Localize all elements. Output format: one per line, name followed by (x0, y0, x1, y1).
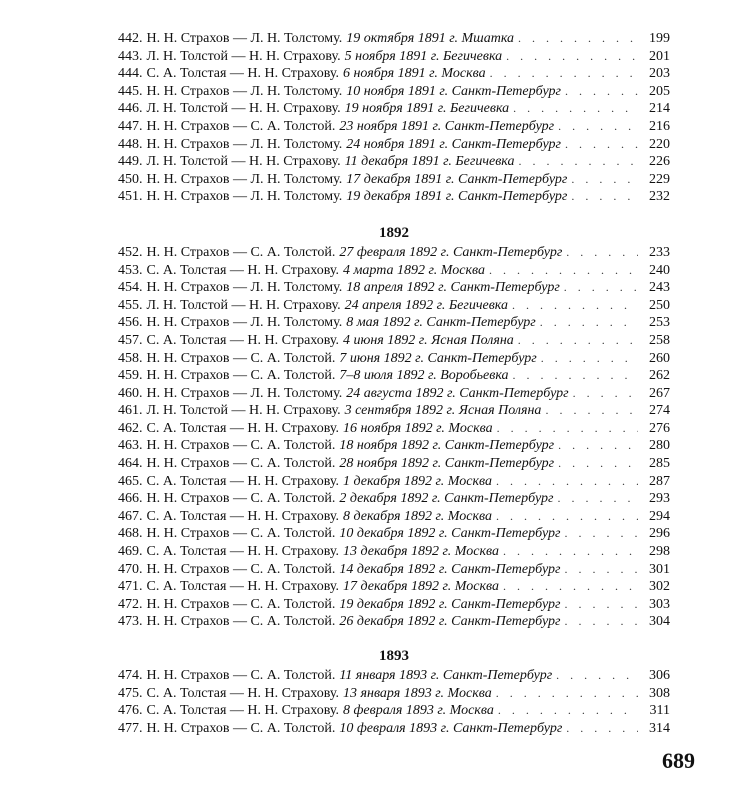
entry-correspondents: Н. Н. Страхов — Л. Н. Толстому. (146, 136, 343, 152)
entry-page-number: 267 (649, 385, 670, 401)
toc-entry (118, 596, 670, 614)
entry-number: 446. (118, 101, 143, 117)
entry-page-number: 260 (649, 350, 670, 366)
entry-page-number: 253 (649, 315, 670, 331)
entry-date-place: 17 декабря 1892 г. Москва (342, 579, 500, 595)
entry-number: 465. (118, 473, 143, 489)
entry-number: 451. (118, 189, 143, 205)
entry-date-place: 10 декабря 1892 г. Санкт-Петербург (339, 526, 561, 542)
year-heading: 1893 (379, 648, 409, 664)
entry-date-place: 10 ноября 1891 г. Санкт-Петербург (346, 83, 561, 99)
year-heading: 1892 (379, 224, 409, 241)
toc-entries (118, 667, 670, 737)
entry-number: 444. (118, 66, 143, 82)
entry-date-place: 23 ноября 1891 г. Санкт-Петербург (339, 118, 555, 134)
entry-number: 448. (118, 136, 143, 152)
entry-number: 442. (118, 31, 143, 46)
toc-entry (118, 685, 670, 703)
dot-leader (497, 420, 638, 438)
toc-entry (118, 118, 670, 136)
toc-entry (118, 244, 670, 262)
entry-page-number: 250 (649, 297, 670, 313)
entry-correspondents: Л. Н. Толстой — Н. Н. Страхову. (146, 154, 341, 170)
entry-correspondents: Н. Н. Страхов — С. А. Толстой. (146, 720, 336, 736)
entry-number: 447. (118, 118, 143, 134)
entry-number: 470. (118, 561, 143, 577)
entry-correspondents: Л. Н. Толстой — Н. Н. Страхову. (146, 101, 341, 117)
entry-page-number: 199 (649, 31, 670, 46)
entry-date-place: 6 ноября 1891 г. Москва (342, 66, 486, 82)
entry-correspondents: Н. Н. Страхов — С. А. Толстой. (146, 118, 336, 134)
entry-page-number: 308 (649, 685, 670, 701)
table-of-contents (118, 30, 670, 737)
entry-date-place: 18 апреля 1892 г. Санкт-Петербург (346, 280, 560, 296)
entry-number: 459. (118, 368, 143, 384)
entry-date-place: 14 декабря 1892 г. Санкт-Петербург (339, 561, 561, 577)
toc-entry (118, 578, 670, 596)
toc-entry (118, 525, 670, 543)
entry-date-place: 7 июня 1892 г. Санкт-Петербург (339, 350, 537, 366)
entry-page-number: 303 (649, 596, 670, 612)
toc-section-1892 (118, 222, 670, 631)
entry-correspondents: С. А. Толстая — Н. Н. Страхову. (146, 332, 339, 348)
dot-leader (513, 100, 638, 118)
entry-number: 473. (118, 614, 143, 630)
entry-date-place: 10 февраля 1893 г. Санкт-Петербург (339, 720, 563, 736)
entry-page-number: 243 (649, 280, 670, 296)
entry-number: 450. (118, 171, 143, 187)
entry-page-number: 311 (649, 703, 670, 719)
entry-correspondents: Л. Н. Толстой — Н. Н. Страхову. (146, 403, 341, 419)
entry-number: 469. (118, 544, 143, 560)
toc-entry (118, 83, 670, 101)
dot-leader (557, 490, 638, 508)
entry-correspondents: С. А. Толстая — Н. Н. Страхову. (146, 262, 339, 278)
toc-entry (118, 136, 670, 154)
entry-number: 458. (118, 350, 143, 366)
toc-entry (118, 188, 670, 206)
dot-leader (540, 314, 638, 332)
entry-date-place: 24 ноября 1891 г. Санкт-Петербург (346, 136, 561, 152)
dot-leader (518, 332, 638, 350)
entry-page-number: 233 (649, 244, 670, 260)
entry-number: 471. (118, 579, 143, 595)
entry-number: 455. (118, 297, 143, 313)
entry-correspondents: Н. Н. Страхов — Л. Н. Толстому. (146, 31, 343, 46)
toc-entry (118, 100, 670, 118)
entry-date-place: 13 января 1893 г. Москва (342, 685, 492, 701)
entry-correspondents: Н. Н. Страхов — С. А. Толстой. (146, 561, 336, 577)
entry-date-place: 8 декабря 1892 г. Москва (342, 508, 493, 524)
toc-entry (118, 543, 670, 561)
dot-leader (541, 350, 638, 368)
toc-entry (118, 437, 670, 455)
dot-leader (503, 543, 638, 561)
entry-page-number: 229 (649, 171, 670, 187)
entry-page-number: 276 (649, 420, 670, 436)
dot-leader (571, 171, 638, 189)
dot-leader (558, 437, 638, 455)
dot-leader (558, 455, 638, 473)
toc-entries (118, 244, 670, 631)
dot-leader (564, 596, 638, 614)
toc-entry (118, 561, 670, 579)
entry-date-place: 4 марта 1892 г. Москва (342, 262, 486, 278)
entry-date-place: 24 августа 1892 г. Санкт-Петербург (346, 385, 569, 401)
entry-correspondents: Н. Н. Страхов — Л. Н. Толстому. (146, 171, 343, 187)
entry-correspondents: Н. Н. Страхов — С. А. Толстой. (146, 668, 336, 683)
dot-leader (518, 30, 638, 48)
toc-entry (118, 279, 670, 297)
dot-leader (513, 367, 638, 385)
dot-leader (556, 667, 638, 685)
entry-date-place: 19 декабря 1892 г. Санкт-Петербург (339, 596, 561, 612)
entry-number: 464. (118, 456, 143, 472)
entry-number: 461. (118, 403, 143, 419)
dot-leader (564, 561, 638, 579)
entry-number: 477. (118, 720, 143, 736)
entry-date-place: 2 декабря 1892 г. Санкт-Петербург (339, 491, 554, 507)
dot-leader (498, 702, 638, 720)
entry-correspondents: Н. Н. Страхов — Л. Н. Толстому. (146, 83, 343, 99)
entry-correspondents: Н. Н. Страхов — С. А. Толстой. (146, 368, 336, 384)
entry-date-place: 5 ноября 1891 г. Бегичевка (344, 48, 503, 64)
entry-page-number: 201 (649, 48, 670, 64)
entry-date-place: 17 декабря 1891 г. Санкт-Петербург (346, 171, 568, 187)
toc-entry (118, 455, 670, 473)
entry-page-number: 232 (649, 189, 670, 205)
dot-leader (512, 297, 638, 315)
dot-leader (566, 720, 638, 738)
entry-date-place: 18 ноября 1892 г. Санкт-Петербург (339, 438, 555, 454)
entry-date-place: 11 декабря 1891 г. Бегичевка (344, 154, 515, 170)
entry-page-number: 262 (649, 368, 670, 384)
entry-date-place: 26 декабря 1892 г. Санкт-Петербург (339, 614, 561, 630)
entry-date-place: 19 ноября 1891 г. Бегичевка (344, 101, 510, 117)
toc-entry (118, 720, 670, 738)
toc-entry (118, 153, 670, 171)
entry-correspondents: Л. Н. Толстой — Н. Н. Страхову. (146, 297, 341, 313)
entry-number: 466. (118, 491, 143, 507)
entry-correspondents: С. А. Толстая — Н. Н. Страхову. (146, 579, 339, 595)
entry-correspondents: С. А. Толстая — Н. Н. Страхову. (146, 685, 339, 701)
page-number: 689 (662, 748, 695, 773)
entry-correspondents: С. А. Толстая — Н. Н. Страхову. (146, 473, 339, 489)
entry-number: 452. (118, 244, 143, 260)
entry-date-place: 11 января 1893 г. Санкт-Петербург (339, 668, 553, 683)
toc-entry (118, 171, 670, 189)
dot-leader (558, 118, 638, 136)
entry-page-number: 306 (649, 668, 670, 683)
toc-entry (118, 297, 670, 315)
entry-page-number: 293 (649, 491, 670, 507)
entry-number: 472. (118, 596, 143, 612)
dot-leader (519, 153, 639, 171)
dot-leader (565, 83, 638, 101)
entry-number: 454. (118, 280, 143, 296)
entry-date-place: 16 ноября 1892 г. Москва (342, 420, 493, 436)
entry-date-place: 24 апреля 1892 г. Бегичевка (344, 297, 508, 313)
entry-page-number: 314 (649, 720, 670, 736)
entry-correspondents: С. А. Толстая — Н. Н. Страхову. (146, 703, 339, 719)
entry-correspondents: Н. Н. Страхов — С. А. Толстой. (146, 526, 336, 542)
dot-leader (545, 402, 638, 420)
entry-date-place: 8 февраля 1893 г. Москва (342, 703, 494, 719)
toc-entry (118, 508, 670, 526)
dot-leader (506, 48, 638, 66)
entry-correspondents: Н. Н. Страхов — Л. Н. Толстому. (146, 385, 343, 401)
entry-correspondents: Н. Н. Страхов — Л. Н. Толстому. (146, 280, 343, 296)
entry-number: 453. (118, 262, 143, 278)
entry-number: 463. (118, 438, 143, 454)
entry-page-number: 220 (649, 136, 670, 152)
entry-correspondents: С. А. Толстая — Н. Н. Страхову. (146, 544, 339, 560)
entry-date-place: 13 декабря 1892 г. Москва (342, 544, 500, 560)
entry-date-place: 8 мая 1892 г. Санкт-Петербург (346, 315, 536, 331)
dot-leader (503, 578, 638, 596)
entry-number: 462. (118, 420, 143, 436)
entry-number: 449. (118, 154, 143, 170)
entry-date-place: 4 июня 1892 г. Ясная Поляна (342, 332, 514, 348)
entry-correspondents: Н. Н. Страхов — С. А. Толстой. (146, 244, 336, 260)
entry-page-number: 287 (649, 473, 670, 489)
entry-page-number: 216 (649, 118, 670, 134)
dot-leader (564, 525, 638, 543)
entry-number: 460. (118, 385, 143, 401)
entry-correspondents: Н. Н. Страхов — Л. Н. Толстому. (146, 315, 343, 331)
toc-entry (118, 702, 670, 720)
dot-leader (489, 262, 638, 280)
entry-correspondents: Н. Н. Страхов — С. А. Толстой. (146, 596, 336, 612)
entry-page-number: 294 (649, 508, 670, 524)
entry-page-number: 205 (649, 83, 670, 99)
entry-number: 476. (118, 703, 143, 719)
entry-page-number: 280 (649, 438, 670, 454)
entry-page-number: 301 (649, 561, 670, 577)
entry-correspondents: С. А. Толстая — Н. Н. Страхову. (146, 420, 339, 436)
entry-page-number: 298 (649, 544, 670, 560)
entry-number: 467. (118, 508, 143, 524)
entry-page-number: 274 (649, 403, 670, 419)
toc-entry (118, 314, 670, 332)
dot-leader (566, 244, 638, 262)
entry-correspondents: Л. Н. Толстой — Н. Н. Страхову. (146, 48, 341, 64)
dot-leader (496, 685, 638, 703)
entry-page-number: 285 (649, 456, 670, 472)
dot-leader (564, 613, 638, 631)
entry-number: 443. (118, 48, 143, 64)
entry-number: 445. (118, 83, 143, 99)
toc-entry (118, 30, 670, 48)
dot-leader (573, 385, 638, 403)
toc-entry (118, 473, 670, 491)
entry-page-number: 214 (649, 101, 670, 117)
entry-correspondents: С. А. Толстая — Н. Н. Страхову. (146, 508, 339, 524)
dot-leader (565, 136, 638, 154)
entry-page-number: 226 (649, 154, 670, 170)
toc-entry (118, 613, 670, 631)
dot-leader (496, 508, 638, 526)
entry-page-number: 296 (649, 526, 670, 542)
entry-date-place: 19 декабря 1891 г. Санкт-Петербург (346, 189, 568, 205)
toc-entry (118, 332, 670, 350)
entry-correspondents: Н. Н. Страхов — С. А. Толстой. (146, 614, 336, 630)
entry-page-number: 240 (649, 262, 670, 278)
entry-page-number: 203 (649, 66, 670, 82)
dot-leader (571, 188, 638, 206)
entry-number: 474. (118, 668, 143, 683)
entry-correspondents: Н. Н. Страхов — С. А. Толстой. (146, 491, 336, 507)
entry-date-place: 28 ноября 1892 г. Санкт-Петербург (339, 456, 555, 472)
dot-leader (490, 65, 638, 83)
entry-date-place: 3 сентября 1892 г. Ясная Поляна (344, 403, 542, 419)
entry-date-place: 7–8 июля 1892 г. Воробьевка (339, 368, 509, 384)
entry-correspondents: Н. Н. Страхов — С. А. Толстой. (146, 456, 336, 472)
entry-page-number: 304 (649, 614, 670, 630)
entry-number: 457. (118, 332, 143, 348)
toc-entry (118, 367, 670, 385)
toc-section-1891 (118, 30, 670, 206)
entry-correspondents: Н. Н. Страхов — С. А. Толстой. (146, 438, 336, 454)
entry-number: 456. (118, 315, 143, 331)
entry-correspondents: Н. Н. Страхов — С. А. Толстой. (146, 350, 336, 366)
toc-entries (118, 30, 670, 206)
toc-entry (118, 48, 670, 66)
entry-correspondents: С. А. Толстая — Н. Н. Страхову. (146, 66, 339, 82)
dot-leader (564, 279, 638, 297)
entry-page-number: 258 (649, 332, 670, 348)
entry-date-place: 27 февраля 1892 г. Санкт-Петербург (339, 244, 563, 260)
toc-entry (118, 420, 670, 438)
entry-number: 475. (118, 685, 143, 701)
toc-entry (118, 667, 670, 685)
entry-page-number: 302 (649, 579, 670, 595)
entry-correspondents: Н. Н. Страхов — Л. Н. Толстому. (146, 189, 343, 205)
dot-leader (496, 473, 638, 491)
entry-number: 468. (118, 526, 143, 542)
toc-section-1893 (118, 645, 670, 737)
toc-entry (118, 385, 670, 403)
toc-entry (118, 262, 670, 280)
toc-entry (118, 490, 670, 508)
toc-entry (118, 402, 670, 420)
entry-date-place: 19 октября 1891 г. Мшатка (346, 31, 515, 46)
entry-date-place: 1 декабря 1892 г. Москва (342, 473, 493, 489)
toc-entry (118, 350, 670, 368)
toc-entry (118, 65, 670, 83)
